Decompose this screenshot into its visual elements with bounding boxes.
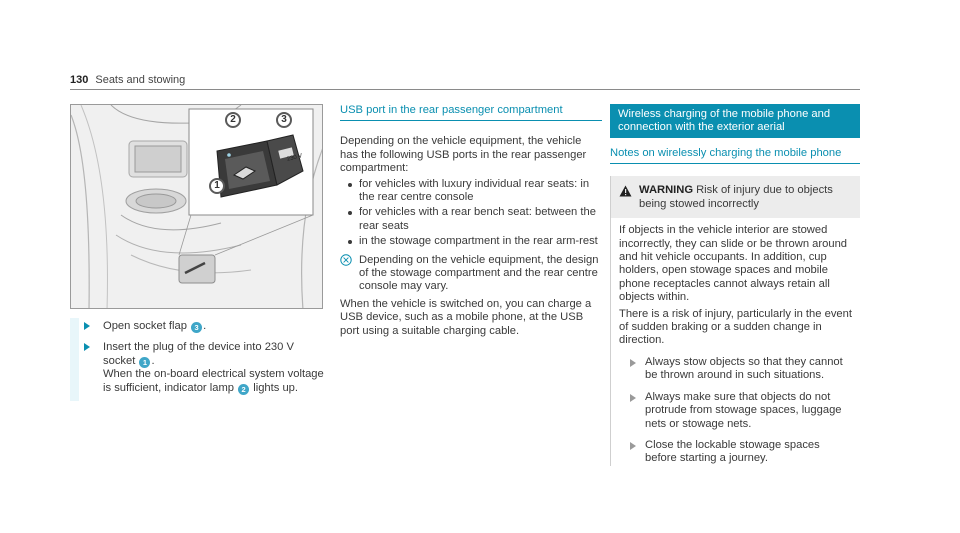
warning-box	[610, 176, 860, 465]
usb-bullet-list	[340, 178, 602, 249]
list-item: for vehicles with luxury individual rear seats: in the rear centre console	[340, 178, 602, 205]
step-arrow-icon	[84, 322, 90, 330]
header-rule	[70, 89, 860, 90]
list-item: in the stowage compartment in the rear arm-rest	[340, 235, 602, 248]
console-drawing	[71, 105, 323, 309]
step-open-flap: Open socket flap 3 .	[70, 318, 325, 339]
step-arrow-icon	[630, 442, 636, 450]
list-item: for vehicles with a rear bench seat: between the rear seats	[340, 206, 602, 233]
section-title: Seats and stowing	[95, 74, 186, 86]
page-number: 130	[70, 74, 89, 86]
wireless-heading: Wireless charging of the mobile phone and connection with the exterior aerial	[610, 104, 860, 138]
wireless-subheading: Notes on wirelessly charging the mobile phone	[610, 147, 860, 164]
usb-heading: USB port in the rear passenger compartment	[340, 104, 602, 121]
step-arrow-icon	[630, 394, 636, 402]
badge-2: 2	[238, 384, 249, 395]
usb-note: Depending on the vehicle equipment, the design of the stowage compartment and the rear centre console may vary.	[340, 254, 602, 294]
warning-step: Close the lockable stowage spaces before starting a journey.	[619, 439, 854, 466]
badge-1: 1	[139, 357, 150, 368]
warning-triangle-icon	[619, 185, 632, 197]
page-header	[70, 74, 185, 90]
warning-body	[611, 218, 860, 466]
step-arrow-icon	[84, 343, 90, 351]
step-insert-plug: Insert the plug of the device into 230 V socket 1 . When the on-board electrical system voltage is sufficient, indicator lamp 2 lights up.	[70, 339, 325, 401]
usb-intro: Depending on the vehicle equipment, the vehicle has the following USB ports in the rear passenger compartment:	[340, 135, 587, 175]
warning-step: Always make sure that objects do not protrude from stowage spaces, luggage nets or stowage nets.	[619, 391, 854, 431]
step-arrow-icon	[630, 359, 636, 367]
warning-paragraph: If objects in the vehicle interior are stowed incorrectly, they can slide or be thrown around and hit vehicle occupants. In addition, cup holders, open stowage spaces and mobile phone receptacles cannot always retain all objects within.	[619, 224, 848, 304]
callout-1: 1	[209, 178, 225, 194]
badge-3: 3	[191, 322, 202, 333]
usb-closing: When the vehicle is switched on, you can charge a USB device, such as a mobile phone, at the USB port using a suitable charging cable.	[340, 297, 592, 337]
warning-header	[611, 176, 860, 218]
socket-illustration	[70, 104, 323, 309]
usb-section	[340, 104, 602, 340]
callout-2: 2	[225, 112, 241, 128]
socket-label: 230 V	[286, 153, 304, 163]
warning-title: Risk of injury due to objects being stowed incorrectly	[639, 184, 833, 210]
warning-paragraph: There is a risk of injury, particularly in the event of sudden braking or a sudden change in direction.	[619, 307, 852, 347]
warning-label: WARNING	[639, 184, 694, 197]
callout-3: 3	[276, 112, 292, 128]
warning-step: Always stow objects so that they cannot be thrown around in such situations.	[619, 356, 854, 383]
socket-steps	[70, 318, 325, 401]
info-icon	[340, 254, 352, 266]
wireless-section	[610, 104, 860, 466]
